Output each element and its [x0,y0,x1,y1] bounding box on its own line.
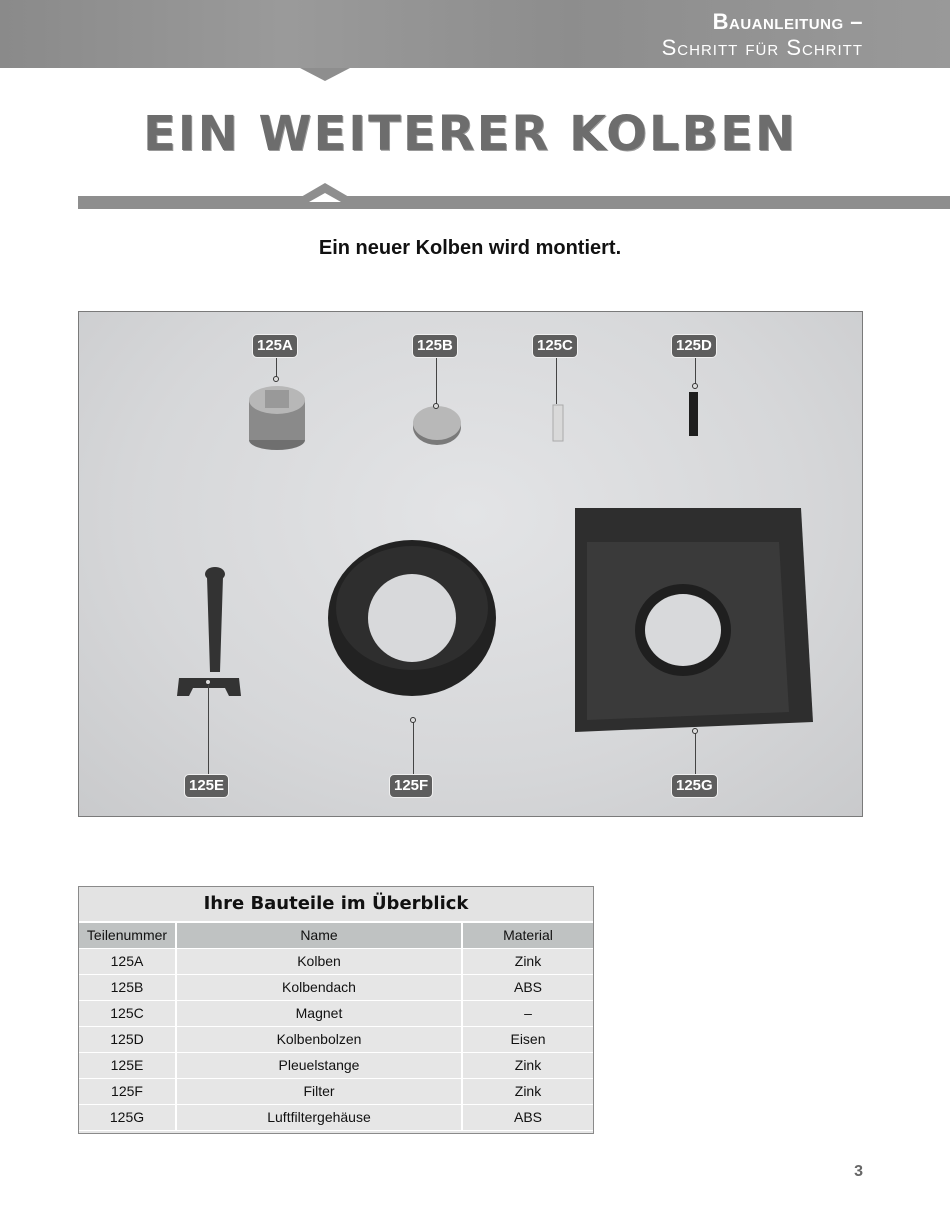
piston-cap-part [413,406,461,445]
callout-125g: 125G [671,774,718,798]
table-cell: Kolbendach [177,975,463,1000]
table-cell: 125C [79,1001,177,1026]
table-header-row [79,923,593,949]
leader-125c [556,356,557,404]
leader-125g [695,732,696,776]
table-cell: 125E [79,1053,177,1078]
page-subtitle: Ein neuer Kolben wird montiert. [318,237,622,259]
section-title-line1: Bauanleitung – [712,9,863,34]
table-cell: – [524,1005,532,1021]
page-number: 3 [854,1163,863,1180]
section-title-line2: Schritt für Schritt [661,35,863,60]
table-row [79,949,593,975]
table-cell: 125B [79,975,177,1000]
column-header: Teilenummer [79,923,177,948]
table-cell: Kolben [177,949,463,974]
table-row [79,1027,593,1053]
table-row [79,1001,593,1027]
filter-part [328,540,496,696]
callout-125f: 125F [389,774,433,798]
parts-table [78,886,594,1134]
leader-dot [410,717,416,723]
table-cell: 125F [79,1079,177,1104]
table-row [79,1053,593,1079]
magnet-part [553,405,563,441]
header-notch [300,68,350,81]
callout-125e: 125E [184,774,229,798]
leader-125e [208,682,209,776]
callout-125b: 125B [412,334,458,358]
leader-125a [276,356,277,378]
leader-dot [692,383,698,389]
filter-housing-part [575,508,813,732]
table-cell: Luftfiltergehäuse [177,1105,463,1130]
piston-pin-part [689,392,698,436]
parts-illustration [79,312,863,817]
leader-dot [692,728,698,734]
callout-125c: 125C [532,334,578,358]
leader-125b [436,356,437,406]
leader-dot [205,679,211,685]
table-cell: Zink [514,1057,542,1073]
title-divider [78,196,950,209]
page-title: EIN WEITERER KOLBEN [142,106,798,162]
parts-photo [78,311,863,817]
table-cell: 125A [79,949,177,974]
leader-125f [413,722,414,776]
table-cell: Pleuelstange [177,1053,463,1078]
callout-125d: 125D [671,334,717,358]
table-cell: Eisen [510,1031,546,1047]
column-header: Name [177,923,463,948]
table-cell: Magnet [177,1001,463,1026]
table-cell: Kolbenbolzen [177,1027,463,1052]
callout-125a: 125A [252,334,298,358]
table-cell: 125G [79,1105,177,1130]
piston-part [249,386,305,450]
table-row [79,975,593,1001]
leader-dot [273,376,279,382]
divider-notch-inner [309,193,341,202]
table-cell: ABS [513,979,542,995]
section-title [662,9,863,61]
column-header: Material [503,927,553,943]
table-row [79,1079,593,1105]
table-cell: Zink [514,1083,542,1099]
table-cell: Filter [177,1079,463,1104]
table-cell: 125D [79,1027,177,1052]
table-footer [79,1131,593,1133]
leader-125d [695,356,696,386]
table-cell: ABS [513,1109,542,1125]
table-cell: Zink [514,953,542,969]
table-row [79,1105,593,1131]
table-caption: Ihre Bauteile im Überblick [79,887,593,923]
leader-dot [433,403,439,409]
conrod-part [177,567,241,696]
